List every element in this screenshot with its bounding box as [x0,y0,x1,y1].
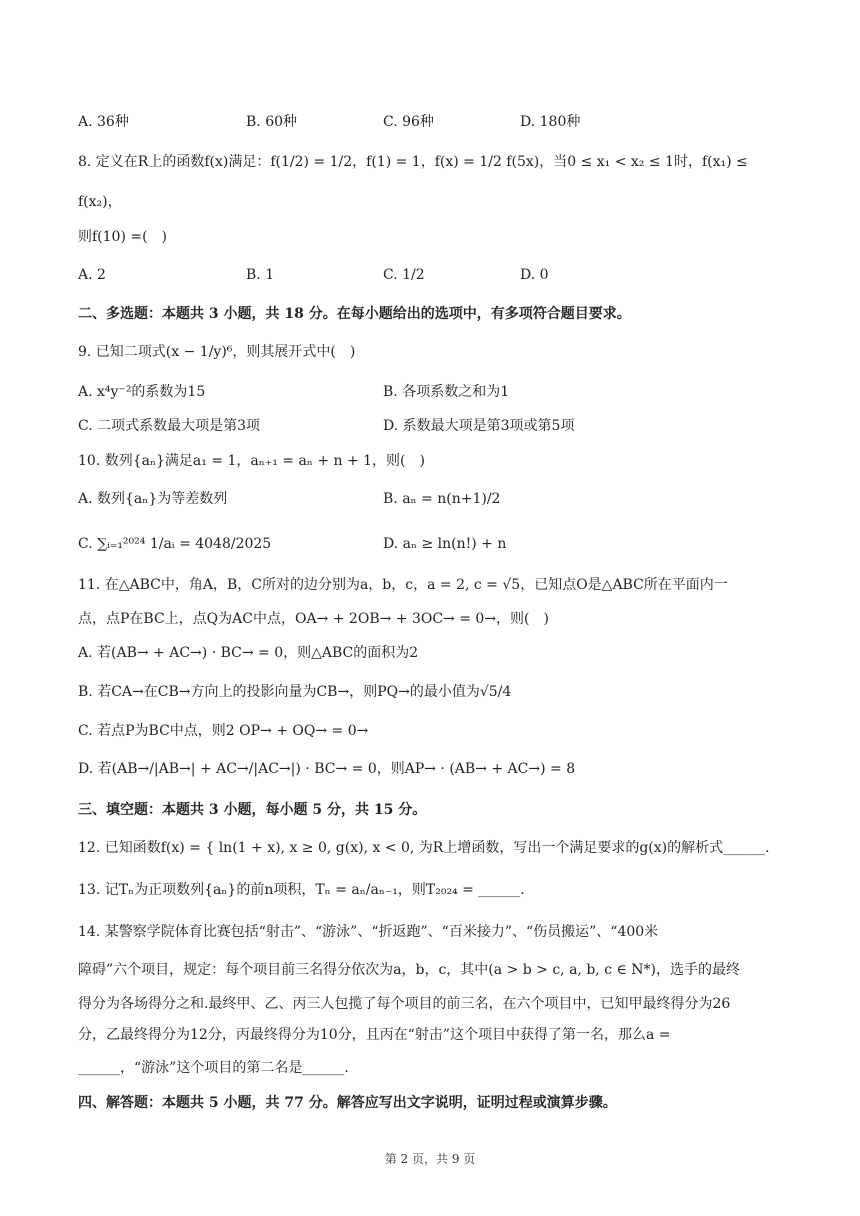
q11-stem-line2: 点，点P在BC上，点Q为AC中点，OA→ + 2OB→ + 3OC→ = 0→，则( ) [78,611,549,627]
q10-option-c: C. ∑ᵢ₌₁²⁰²⁴ 1/aᵢ = 4048/2025 [78,536,272,552]
q8-stem-continued: f(x₂)， [78,194,122,210]
q14-line3: 得分为各场得分之和.最终甲、乙、丙三人包揽了每个项目的前三名，在六个项目中，已知甲最终得分为26 [78,996,731,1012]
q9-option-c: C. 二项式系数最大项是第3项 [78,418,261,434]
page-footer: 第 2 页，共 9 页 [384,1152,476,1166]
q8-option-d: D. 0 [520,267,549,283]
q14-line4: 分，乙最终得分为12分，丙最终得分为10分，且丙在“射击”这个项目中获得了第一名，那么a = [78,1027,671,1043]
q10-stem: 10. 数列{aₙ}满足a₁ = 1，aₙ₊₁ = aₙ + n + 1，则( ) [78,453,425,469]
q9-options-row1 [78,382,778,402]
q7-option-c: C. 96种 [383,114,434,130]
q11-option-b: B. 若CA→在CB→方向上的投影向量为CB→，则PQ→的最小值为√5/4 [78,684,512,700]
q8-option-b: B. 1 [246,267,275,283]
section-heading-solutions: 四、解答题：本题共 5 小题，共 77 分。解答应写出文字说明，证明过程或演算步骤。 [78,1095,617,1111]
q8-option-c: C. 1/2 [383,267,425,283]
q11-option-c: C. 若点P为BC中点，则2 OP→ + OQ→ = 0→ [78,723,369,739]
q11-option-a: A. 若(AB→ + AC→) · BC→ = 0，则△ABC的面积为2 [78,645,419,661]
q10-options-row1 [78,489,778,509]
q10-option-b: B. aₙ = n(n+1)/2 [383,491,501,507]
q14-line5: ______，“游泳”这个项目的第二名是______. [78,1060,349,1076]
q8-options [78,265,778,285]
q7-option-a: A. 36种 [78,114,129,130]
q9-stem: 9. 已知二项式(x − 1/y)⁶，则其展开式中( ) [78,344,356,360]
q8-stem: 8. 定义在R上的函数f(x)满足：f(1/2) = 1/2，f(1) = 1，f(x) = 1/2 f(5x)，当0 ≤ x₁ < x₂ ≤ 1时，f(x₁) ≤ [78,154,748,170]
q14-line1: 14. 某警察学院体育比赛包括“射击”、“游泳”、“折返跑”、“百米接力”、“伤员搬运”、“400米 [78,924,659,940]
section-heading-fill-in: 三、填空题：本题共 3 小题，每小题 5 分，共 15 分。 [78,802,427,818]
q9-option-d: D. 系数最大项是第3项或第5项 [383,418,575,434]
q9-options-row2 [78,416,778,436]
q7-option-d: D. 180种 [520,114,581,130]
q11-stem-line1: 11. 在△ABC中，角A，B，C所对的边分别为a，b，c，a = 2, c = √5，已知点O是△ABC所在平面内一 [78,577,728,593]
q8-option-a: A. 2 [78,267,106,283]
q7-options [78,112,778,132]
q10-option-a: A. 数列{aₙ}为等差数列 [78,491,228,507]
q7-option-b: B. 60种 [246,114,298,130]
q14-line2: 障碍”六个项目，规定：每个项目前三名得分依次为a，b，c，其中(a > b > c, a, b, c ∈ N*)，选手的最终 [78,962,741,978]
q9-option-a: A. x⁴y⁻²的系数为15 [78,384,206,400]
section-heading-multiple-choice: 二、多选题：本题共 3 小题，共 18 分。在每小题给出的选项中，有多项符合题目要求。 [78,306,631,322]
q8-question: 则f(10) =( ) [78,229,168,245]
q9-option-b: B. 各项系数之和为1 [383,384,510,400]
q13-stem: 13. 记Tₙ为正项数列{aₙ}的前n项积，Tₙ = aₙ/aₙ₋₁，则T₂₀₂₄ = ______. [78,882,525,898]
q10-option-d: D. aₙ ≥ ln(n!) + n [383,536,507,552]
q10-options-row2 [78,534,778,554]
q12-stem: 12. 已知函数f(x) = { ln(1 + x), x ≥ 0, g(x), x < 0, 为R上增函数，写出一个满足要求的g(x)的解析式______. [78,840,770,856]
q11-option-d: D. 若(AB→/|AB→| + AC→/|AC→|) · BC→ = 0，则AP→ · (AB→ + AC→) = 8 [78,761,576,777]
